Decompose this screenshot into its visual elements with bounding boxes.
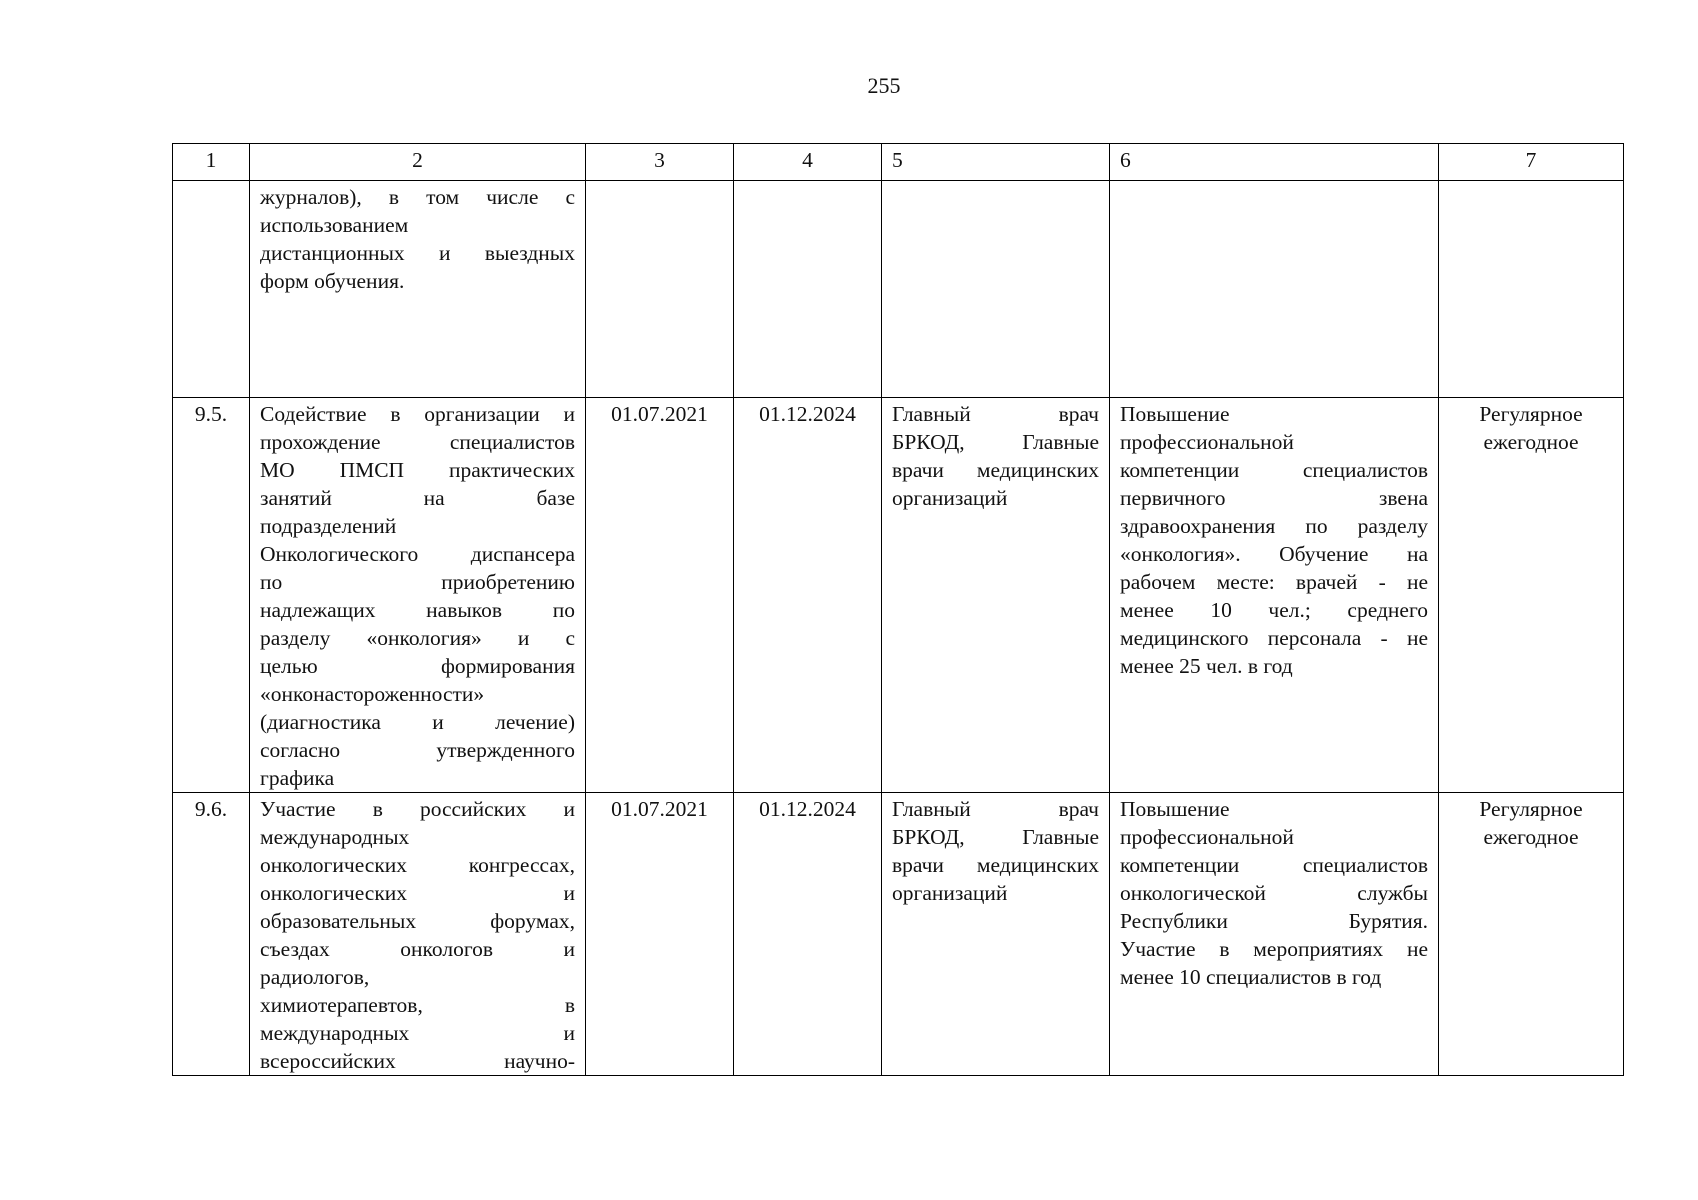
result-line: профессиональной xyxy=(1120,825,1294,849)
frequency-cell xyxy=(1439,793,1624,1076)
row-number xyxy=(173,181,250,398)
event-cell xyxy=(250,398,586,793)
event-line: дистанционных и выездных xyxy=(260,241,575,265)
table-header-row xyxy=(173,144,1624,181)
table-row xyxy=(173,793,1624,1076)
responsible-line: Главный врач xyxy=(892,402,1099,426)
result-line: рабочем месте: врачей - не xyxy=(1120,570,1428,594)
frequency-line: Регулярное xyxy=(1479,402,1583,426)
result-line: первичного звена xyxy=(1120,486,1428,510)
event-line: по приобретению xyxy=(260,570,575,594)
event-line: прохождение специалистов xyxy=(260,430,575,454)
event-line: надлежащих навыков по xyxy=(260,598,575,622)
result-line: профессиональной xyxy=(1120,430,1294,454)
frequency-line: ежегодное xyxy=(1483,825,1579,849)
result-cell xyxy=(1110,398,1439,793)
result-line: здравоохранения по разделу xyxy=(1120,514,1428,538)
result-line: Участие в мероприятиях не xyxy=(1120,937,1428,961)
row-number: 9.6. xyxy=(173,793,250,1076)
header-col-6: 6 xyxy=(1110,144,1439,181)
event-line: химиотерапевтов, в xyxy=(260,993,575,1017)
row-number: 9.5. xyxy=(173,398,250,793)
header-col-2: 2 xyxy=(250,144,586,181)
event-line: МО ПМСП практических xyxy=(260,458,575,482)
event-line: съездах онкологов и xyxy=(260,937,575,961)
result-cell xyxy=(1110,793,1439,1076)
responsible-line: организаций xyxy=(892,486,1008,510)
result-line: менее 25 чел. в год xyxy=(1120,654,1293,678)
table-row xyxy=(173,181,1624,398)
responsible-line: БРКОД, Главные xyxy=(892,430,1099,454)
end-date: 01.12.2024 xyxy=(734,398,882,793)
event-line: всероссийских научно- xyxy=(260,1049,575,1073)
start-date: 01.07.2021 xyxy=(586,793,734,1076)
event-line: занятий на базе xyxy=(260,486,575,510)
header-col-7: 7 xyxy=(1439,144,1624,181)
event-line: согласно утвержденного xyxy=(260,738,575,762)
header-col-3: 3 xyxy=(586,144,734,181)
responsible-line: БРКОД, Главные xyxy=(892,825,1099,849)
responsible-line: Главный врач xyxy=(892,797,1099,821)
responsible-cell xyxy=(882,181,1110,398)
page-number: 255 xyxy=(867,73,901,98)
event-line: Участие в российских и xyxy=(260,797,575,821)
event-line: разделу «онкология» и с xyxy=(260,626,575,650)
event-line: Содействие в организации и xyxy=(260,402,575,426)
event-line: онкологических конгрессах, xyxy=(260,853,575,877)
event-line: радиологов, xyxy=(260,965,370,989)
event-line: целью формирования xyxy=(260,654,575,678)
result-line: Повышение xyxy=(1120,797,1230,821)
result-line: менее 10 чел.; среднего xyxy=(1120,598,1428,622)
header-col-4: 4 xyxy=(734,144,882,181)
result-line: компетенции специалистов xyxy=(1120,853,1428,877)
frequency-cell xyxy=(1439,181,1624,398)
event-line: онкологических и xyxy=(260,881,575,905)
responsible-cell xyxy=(882,793,1110,1076)
result-line: Республики Бурятия. xyxy=(1120,909,1428,933)
event-line: журналов), в том числе с xyxy=(260,185,575,209)
event-line: международных xyxy=(260,825,410,849)
result-line: онкологической службы xyxy=(1120,881,1428,905)
event-line: образовательных форумах, xyxy=(260,909,575,933)
header-col-5: 5 xyxy=(882,144,1110,181)
result-cell xyxy=(1110,181,1439,398)
result-line: «онкология». Обучение на xyxy=(1120,542,1428,566)
start-date: 01.07.2021 xyxy=(586,398,734,793)
plan-table xyxy=(172,143,1624,1076)
event-line: «онконастороженности» xyxy=(260,682,485,706)
event-line: графика xyxy=(260,766,335,790)
header-col-1: 1 xyxy=(173,144,250,181)
event-cell xyxy=(250,793,586,1076)
frequency-cell xyxy=(1439,398,1624,793)
responsible-line: организаций xyxy=(892,881,1008,905)
event-line: Онкологического диспансера xyxy=(260,542,575,566)
event-line: подразделений xyxy=(260,514,397,538)
end-date: 01.12.2024 xyxy=(734,793,882,1076)
responsible-cell xyxy=(882,398,1110,793)
result-line: Повышение xyxy=(1120,402,1230,426)
event-cell xyxy=(250,181,586,398)
table-row xyxy=(173,398,1624,793)
responsible-line: врачи медицинских xyxy=(892,853,1099,877)
frequency-line: ежегодное xyxy=(1483,430,1579,454)
responsible-line: врачи медицинских xyxy=(892,458,1099,482)
event-line: (диагностика и лечение) xyxy=(260,710,575,734)
end-date xyxy=(734,181,882,398)
event-line: международных и xyxy=(260,1021,575,1045)
result-line: компетенции специалистов xyxy=(1120,458,1428,482)
event-line: форм обучения. xyxy=(260,269,405,293)
start-date xyxy=(586,181,734,398)
result-line: медицинского персонала - не xyxy=(1120,626,1428,650)
event-line: использованием xyxy=(260,213,409,237)
result-line: менее 10 специалистов в год xyxy=(1120,965,1382,989)
frequency-line: Регулярное xyxy=(1479,797,1583,821)
